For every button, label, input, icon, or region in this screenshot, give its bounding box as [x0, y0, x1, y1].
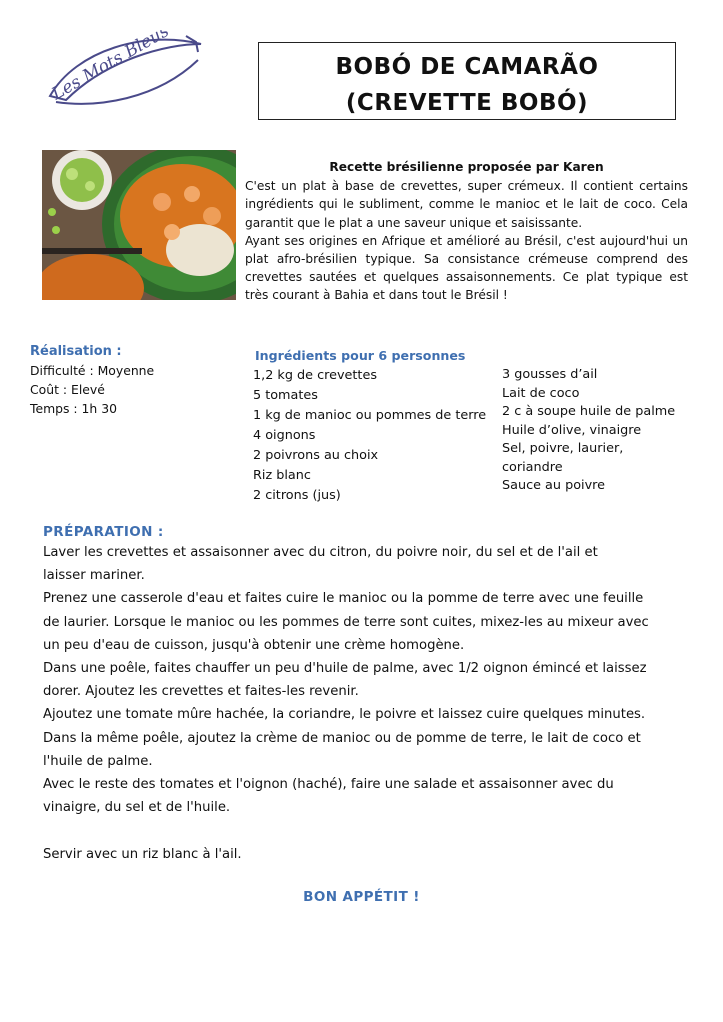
intro-paragraph: Ayant ses origines en Afrique et amélioré au Brésil, c'est aujourd'hui un plat afro-brésilien typique. Sa consistance crémeuse comprend des crevettes sautées et quelques assaisonnements. Ce plat typique est très courant à Bahia et dans tout le Brésil ! [245, 233, 688, 303]
preparation-line: Prenez une casserole d'eau et faites cuire le manioc ou la pomme de terre avec une feuille [43, 591, 644, 607]
realisation-time: Temps : 1h 30 [30, 401, 117, 416]
preparation-line: Avec le reste des tomates et l'oignon (haché), faire une salade et assaisonner avec du [43, 777, 614, 793]
logo [46, 30, 206, 130]
preparation-line: l'huile de palme. [43, 753, 153, 769]
preparation-heading: PRÉPARATION : [43, 524, 164, 540]
logo-swoosh-icon [46, 30, 206, 130]
ingredient-item: Sauce au poivre [502, 478, 606, 493]
ingredient-item: 2 c à soupe huile de palme [502, 404, 676, 419]
preparation-line: Dans une poêle, faites chauffer un peu d'huile de palme, avec 1/2 oignon émincé et laissez [43, 661, 647, 677]
preparation-steps [43, 541, 683, 866]
realisation-difficulty: Difficulté : Moyenne [30, 363, 155, 378]
preparation-line: Laver les crevettes et assaisonner avec du citron, du poivre noir, du sel et de l'ail et [43, 545, 598, 560]
preparation-blank [43, 819, 683, 842]
realisation-cost: Coût : Elevé [30, 382, 105, 397]
ingredient-item: 1,2 kg de crevettes [253, 368, 377, 383]
ingredient-item: 1 kg de manioc ou pommes de terre [253, 408, 487, 423]
ingredient-item: 2 poivrons au choix [253, 448, 379, 463]
realisation-heading: Réalisation : [30, 344, 122, 359]
title-box [258, 42, 676, 120]
preparation-line: Dans la même poêle, ajoutez la crème de manioc ou de pomme de terre, le lait de coco et [43, 730, 641, 746]
page-title: BOBÓ DE CAMARÃO [335, 54, 599, 80]
ingredients-list-2 [502, 366, 676, 496]
realisation-section [30, 342, 154, 418]
ingredient-item: 2 citrons (jus) [253, 488, 341, 503]
ingredients-list-1 [253, 366, 486, 506]
ingredient-item: Sel, poivre, laurier, coriandre [502, 441, 624, 475]
page-subtitle: (CREVETTE BOBÓ) [345, 90, 589, 116]
ingredient-item: 3 gousses d’ail [502, 367, 598, 382]
ingredient-item: Lait de coco [502, 385, 580, 401]
dish-photo [42, 150, 236, 300]
preparation-line: Servir avec un riz blanc à l'ail. [43, 846, 242, 862]
ingredient-item: 5 tomates [253, 388, 318, 403]
ingredient-item: Huile d’olive, vinaigre [502, 422, 642, 438]
intro-section [245, 158, 688, 305]
preparation-line: dorer. Ajoutez les crevettes et faites-les revenir. [43, 684, 359, 700]
closing-text: BON APPÉTIT ! [303, 889, 420, 905]
preparation-line: vinaigre, du sel et de l'huile. [43, 800, 231, 816]
preparation-line: Ajoutez une tomate mûre hachée, la coriandre, le poivre et laissez cuire quelques minutes. [43, 707, 646, 723]
preparation-line: laisser mariner. [43, 568, 145, 584]
preparation-line: de laurier. Lorsque le manioc ou les pommes de terre sont cuites, mixez-les au mixeur avec [43, 614, 649, 630]
dish-photo-image [42, 150, 236, 300]
ingredients-heading: Ingrédients pour 6 personnes [255, 348, 466, 363]
svg-text:Les Mots Bleus: Les Mots Bleus [48, 30, 173, 105]
ingredient-item: 4 oignons [253, 428, 316, 443]
preparation-line: un peu d'eau de cuisson, jusqu'à obtenir une crème homogène. [43, 637, 465, 653]
ingredient-item: Riz blanc [253, 468, 311, 483]
intro-heading: Recette brésilienne proposée par Karen [329, 160, 604, 174]
intro-paragraph: C'est un plat à base de crevettes, super crémeux. Il contient certains ingrédients qui le subliment, comme le manioc et le lait de coco. Cela garantit que le plat a une saveur unique et saisissante. [245, 179, 688, 230]
